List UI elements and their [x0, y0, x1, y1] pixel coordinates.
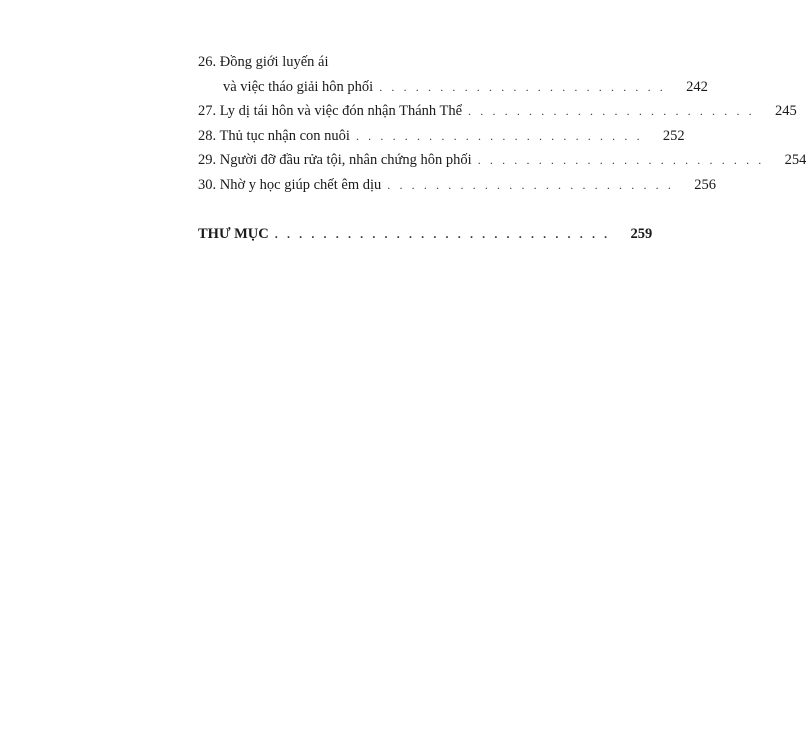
toc-entry-title: và việc tháo giải hôn phối: [223, 78, 374, 95]
dot-leader: . . . . . . . . . . . . . . . . . . . . . . . .: [355, 128, 643, 143]
toc-entry-title: 29. Người đỡ đầu rửa tội, nhân chứng hôn phối: [198, 152, 472, 169]
table-of-contents: [198, 50, 806, 247]
toc-entry-title: 30. Nhờ y học giúp chết êm dịu: [198, 176, 382, 193]
toc-entry-30: [198, 173, 716, 198]
toc-entry-title: 27. Ly dị tái hôn và việc đón nhận Thánh Thể: [198, 103, 463, 120]
toc-entry-page: 252: [662, 127, 685, 144]
toc-entry-27: [198, 99, 797, 124]
toc-entry-page: 245: [775, 103, 797, 120]
toc-entry-29: [198, 148, 806, 173]
toc-entry-page: 242: [686, 78, 708, 95]
toc-entry-title: 26. Đồng giới luyến ái: [198, 54, 329, 70]
dot-leader: . . . . . . . . . . . . . . . . . . . . . . . .: [379, 79, 666, 94]
dot-leader: . . . . . . . . . . . . . . . . . . . . . . . .: [468, 104, 755, 119]
toc-entry-title: THƯ MỤC: [198, 226, 269, 243]
toc-entry-bibliography: [198, 222, 653, 247]
toc-entry-28: [198, 124, 685, 149]
spacer: [198, 198, 560, 223]
toc-entry-page: 256: [694, 176, 716, 193]
toc-entry-page: 259: [630, 226, 653, 243]
dot-leader: . . . . . . . . . . . . . . . . . . . . . . . .: [477, 153, 765, 168]
toc-entry-title: 28. Thủ tục nhận con nuôi: [198, 127, 350, 144]
toc-entry-26-cont: [198, 75, 708, 100]
toc-entry-page: 254: [784, 152, 806, 169]
dot-leader: . . . . . . . . . . . . . . . . . . . . . . . . . . . .: [274, 227, 611, 242]
toc-entry-26: [198, 50, 560, 75]
dot-leader: . . . . . . . . . . . . . . . . . . . . . . . .: [387, 177, 674, 192]
